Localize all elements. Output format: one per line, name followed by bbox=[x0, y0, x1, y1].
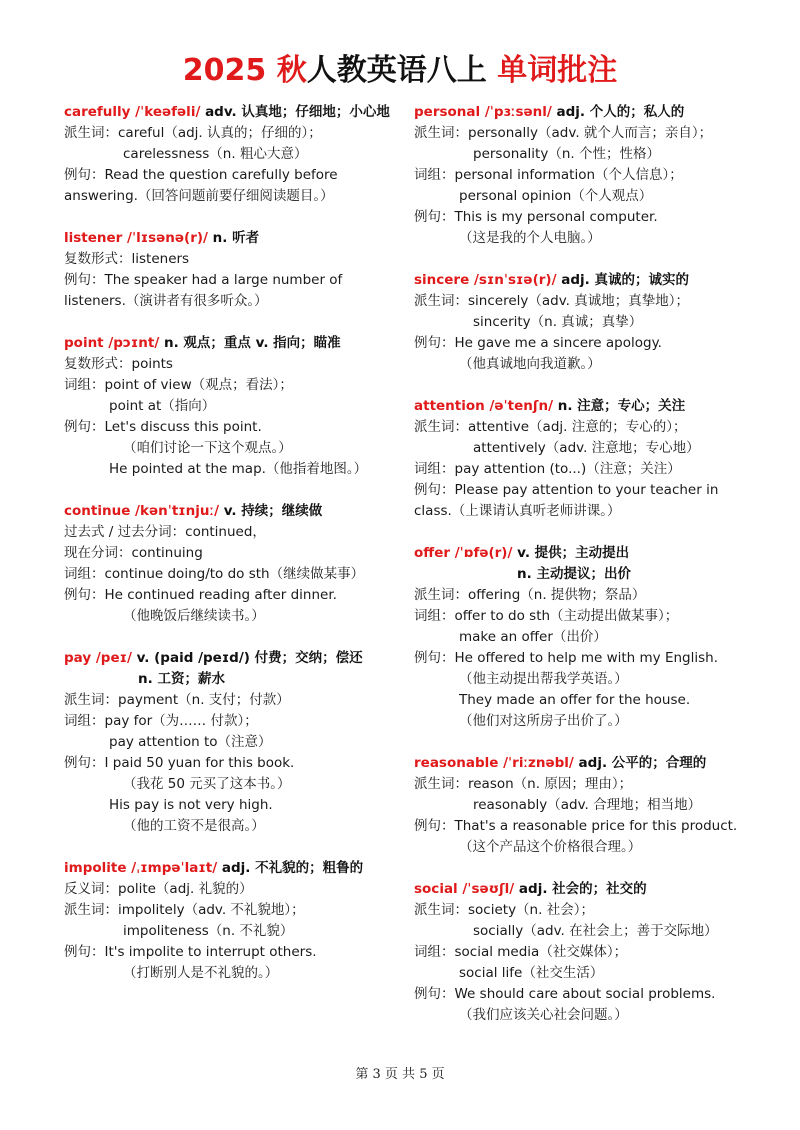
vocab-entry bbox=[64, 501, 404, 627]
line-text: carelessness（n. 粗心大意） bbox=[123, 146, 308, 162]
entry-line bbox=[414, 648, 742, 669]
entry-line bbox=[414, 459, 742, 480]
line-label: 例句： bbox=[64, 755, 105, 771]
entry-line bbox=[64, 921, 404, 942]
line-text: （他晚饭后继续读书。） bbox=[123, 608, 265, 624]
line-text: That's a reasonable price for this product. bbox=[454, 818, 738, 834]
entry-line bbox=[414, 417, 742, 438]
entry-line bbox=[414, 606, 742, 627]
line-text: reason（n. 原因；理由）； bbox=[468, 776, 633, 792]
line-text: （打断别人是不礼貌的。） bbox=[123, 965, 279, 981]
entry-line bbox=[64, 795, 404, 816]
line-text: continued， bbox=[185, 524, 266, 540]
headword-gloss: n. 听者 bbox=[207, 230, 260, 246]
entry-line bbox=[64, 354, 404, 375]
line-text: points bbox=[131, 356, 173, 372]
line-text: I paid 50 yuan for this book. bbox=[104, 755, 295, 771]
line-text: （我花 50 元买了这本书。） bbox=[123, 776, 291, 792]
line-text: He pointed at the map.（他指着地图。） bbox=[109, 461, 368, 477]
vocab-entry bbox=[414, 102, 742, 249]
entry-line bbox=[414, 291, 742, 312]
line-label: 派生词： bbox=[414, 419, 468, 435]
headword-gloss: adj. 真诚的；诚实的 bbox=[556, 272, 689, 288]
line-label: 过去式 / 过去分词： bbox=[64, 524, 186, 540]
line-label: 词组： bbox=[414, 944, 455, 960]
headword: attention /əˈtenʃn/ bbox=[414, 398, 554, 414]
line-text: n. 主动提议；出价 bbox=[517, 566, 631, 582]
line-text: careful（adj. 认真的；仔细的）； bbox=[118, 125, 322, 141]
entry-line bbox=[64, 144, 404, 165]
entry-line bbox=[64, 396, 404, 417]
line-text: answering.（回答问题前要仔细阅读题目。） bbox=[64, 188, 334, 204]
headword-gloss: adj. 公平的；合理的 bbox=[573, 755, 707, 771]
line-text: payment（n. 支付；付款） bbox=[118, 692, 290, 708]
entry-line bbox=[414, 669, 742, 690]
entry-line bbox=[64, 711, 404, 732]
entry-headline bbox=[64, 102, 404, 123]
line-text: （这是我的个人电脑。） bbox=[459, 230, 601, 246]
line-label: 派生词： bbox=[64, 692, 118, 708]
entry-line bbox=[414, 963, 742, 984]
vocab-entry bbox=[64, 228, 404, 312]
line-label: 例句： bbox=[414, 335, 455, 351]
entry-headline bbox=[414, 879, 742, 900]
line-text: They made an offer for the house. bbox=[459, 692, 691, 708]
line-label: 例句： bbox=[64, 944, 105, 960]
title-main: 人教英语八上 bbox=[306, 53, 498, 88]
entry-line bbox=[64, 942, 404, 963]
line-text: offer to do sth（主动提出做某事）； bbox=[454, 608, 679, 624]
vocab-entry bbox=[64, 102, 404, 207]
line-label: 现在分词： bbox=[64, 545, 132, 561]
entry-line bbox=[414, 984, 742, 1005]
line-text: pay attention (to...)（注意；关注） bbox=[454, 461, 681, 477]
line-text: make an offer（出价） bbox=[459, 629, 607, 645]
line-label: 例句： bbox=[414, 818, 455, 834]
line-text: attentive（adj. 注意的；专心的）； bbox=[468, 419, 687, 435]
headword: carefully /ˈkeəfəli/ bbox=[64, 104, 201, 120]
line-text: impolitely（adv. 不礼貌地）； bbox=[118, 902, 305, 918]
entry-line bbox=[414, 501, 742, 522]
entry-line bbox=[64, 123, 404, 144]
line-text: point at（指向） bbox=[109, 398, 216, 414]
headword-gloss: v. 提供；主动提出 bbox=[512, 545, 630, 561]
entry-headline bbox=[414, 396, 742, 417]
line-text: listeners.（演讲者有很多听众。） bbox=[64, 293, 268, 309]
line-text: personality（n. 个性；性格） bbox=[473, 146, 660, 162]
line-label: 词组： bbox=[64, 377, 105, 393]
line-text: Read the question carefully before bbox=[104, 167, 338, 183]
entry-headline bbox=[414, 102, 742, 123]
headword: point /pɔɪnt/ bbox=[64, 335, 160, 351]
entry-headline bbox=[64, 501, 404, 522]
entry-line bbox=[64, 732, 404, 753]
line-text: social media（社交媒体）； bbox=[454, 944, 628, 960]
headword-gloss: adj. 个人的；私人的 bbox=[551, 104, 685, 120]
line-text: （他们对这所房子出价了。） bbox=[459, 713, 628, 729]
entry-headline bbox=[64, 858, 404, 879]
line-label: 派生词： bbox=[64, 902, 118, 918]
headword: reasonable /ˈriːznəbl/ bbox=[414, 755, 574, 771]
entry-line bbox=[414, 942, 742, 963]
entry-line bbox=[64, 165, 404, 186]
entry-line bbox=[414, 711, 742, 732]
entry-line bbox=[64, 879, 404, 900]
line-text: It's impolite to interrupt others. bbox=[104, 944, 317, 960]
line-text: We should care about social problems. bbox=[454, 986, 716, 1002]
headword: impolite /ˌɪmpəˈlaɪt/ bbox=[64, 860, 218, 876]
headword-gloss: adj. 不礼貌的；粗鲁的 bbox=[217, 860, 364, 876]
entry-line bbox=[64, 249, 404, 270]
line-label: 例句： bbox=[414, 209, 455, 225]
entry-line bbox=[414, 207, 742, 228]
right-column bbox=[414, 102, 742, 1026]
entry-line bbox=[414, 333, 742, 354]
headword: social /ˈsəʊʃl/ bbox=[414, 881, 515, 897]
line-label: 反义词： bbox=[64, 881, 118, 897]
line-text: offering（n. 提供物；祭品） bbox=[468, 587, 646, 603]
entry-line bbox=[414, 795, 742, 816]
line-text: （这个产品这个价格很合理。） bbox=[459, 839, 642, 855]
vocab-entry bbox=[414, 396, 742, 522]
line-label: 派生词： bbox=[414, 902, 468, 918]
line-label: 例句： bbox=[64, 272, 105, 288]
entry-line bbox=[64, 438, 404, 459]
page-footer: 第 3 页 共 5 页 bbox=[355, 1067, 445, 1082]
entry-line bbox=[64, 690, 404, 711]
entry-line bbox=[414, 438, 742, 459]
vocab-entry bbox=[64, 858, 404, 984]
line-label: 例句： bbox=[64, 419, 105, 435]
line-text: sincerity（n. 真诚；真挚） bbox=[473, 314, 643, 330]
entry-line bbox=[414, 900, 742, 921]
line-text: Please pay attention to your teacher in bbox=[454, 482, 719, 498]
entry-line bbox=[414, 774, 742, 795]
line-label: 词组： bbox=[414, 167, 455, 183]
entry-line bbox=[414, 186, 742, 207]
headword-gloss: n. 注意；专心；关注 bbox=[553, 398, 686, 414]
headword: personal /ˈpɜːsənl/ bbox=[414, 104, 552, 120]
headword-gloss: v. 持续；继续做 bbox=[219, 503, 323, 519]
line-text: （他的工资不是很高。） bbox=[123, 818, 265, 834]
line-text: He gave me a sincere apology. bbox=[454, 335, 662, 351]
entry-headline bbox=[64, 333, 404, 354]
entry-line bbox=[414, 1005, 742, 1026]
entry-line bbox=[64, 774, 404, 795]
line-label: 派生词： bbox=[414, 776, 468, 792]
line-text: impoliteness（n. 不礼貌） bbox=[123, 923, 294, 939]
title-highlight: 单词批注 bbox=[497, 53, 618, 88]
entry-headline bbox=[414, 543, 742, 564]
entry-line bbox=[64, 291, 404, 312]
line-text: （他真诚地向我道歉。） bbox=[459, 356, 601, 372]
entry-line bbox=[64, 963, 404, 984]
entry-line bbox=[64, 270, 404, 291]
line-label: 例句： bbox=[414, 482, 455, 498]
entry-line bbox=[64, 375, 404, 396]
entry-line bbox=[414, 816, 742, 837]
line-text: personal opinion（个人观点） bbox=[459, 188, 653, 204]
line-text: Let's discuss this point. bbox=[104, 419, 262, 435]
entry-line bbox=[64, 459, 404, 480]
vocab-entry bbox=[414, 879, 742, 1026]
line-text: reasonably（adv. 合理地；相当地） bbox=[473, 797, 702, 813]
line-text: （他主动提出帮我学英语。） bbox=[459, 671, 628, 687]
line-label: 词组： bbox=[414, 461, 455, 477]
entry-line bbox=[64, 564, 404, 585]
entry-line bbox=[64, 186, 404, 207]
entry-line bbox=[64, 753, 404, 774]
entry-headline bbox=[414, 270, 742, 291]
entry-line bbox=[64, 669, 404, 690]
line-text: society（n. 社会）； bbox=[468, 902, 594, 918]
line-text: His pay is not very high. bbox=[109, 797, 273, 813]
entry-line bbox=[414, 144, 742, 165]
line-text: polite（adj. 礼貌的） bbox=[118, 881, 253, 897]
line-text: pay attention to（注意） bbox=[109, 734, 272, 750]
headword-gloss: v. (paid /peɪd/) 付费；交纳；偿还 bbox=[131, 650, 363, 666]
entry-line bbox=[414, 627, 742, 648]
line-text: sincerely（adv. 真诚地；真挚地）； bbox=[468, 293, 689, 309]
line-text: （咱们讨论一下这个观点。） bbox=[123, 440, 292, 456]
line-label: 复数形式： bbox=[64, 251, 132, 267]
entry-line bbox=[64, 543, 404, 564]
title-year: 2025 秋 bbox=[182, 53, 307, 88]
line-text: social life（社交生活） bbox=[459, 965, 604, 981]
entry-line bbox=[414, 312, 742, 333]
line-label: 词组： bbox=[64, 566, 105, 582]
entry-line bbox=[414, 837, 742, 858]
line-label: 例句： bbox=[64, 587, 105, 603]
line-text: listeners bbox=[131, 251, 190, 267]
entry-line bbox=[64, 900, 404, 921]
page-title bbox=[0, 53, 800, 88]
entry-line bbox=[64, 606, 404, 627]
headword: pay /peɪ/ bbox=[64, 650, 132, 666]
line-label: 派生词： bbox=[414, 125, 468, 141]
entry-headline bbox=[414, 753, 742, 774]
headword: sincere /sɪnˈsɪə(r)/ bbox=[414, 272, 557, 288]
entry-line bbox=[414, 690, 742, 711]
entry-line bbox=[414, 585, 742, 606]
line-text: socially（adv. 在社会上；善于交际地） bbox=[473, 923, 718, 939]
line-label: 复数形式： bbox=[64, 356, 132, 372]
line-label: 派生词： bbox=[414, 293, 468, 309]
line-text: personal information（个人信息）； bbox=[454, 167, 683, 183]
vocab-entry bbox=[414, 753, 742, 858]
entry-line bbox=[414, 123, 742, 144]
vocab-entry bbox=[64, 333, 404, 480]
entry-headline bbox=[64, 228, 404, 249]
line-text: （我们应该关心社会问题。） bbox=[459, 1007, 628, 1023]
line-label: 词组： bbox=[414, 608, 455, 624]
entry-line bbox=[64, 816, 404, 837]
headword-gloss: adj. 社会的；社交的 bbox=[514, 881, 647, 897]
line-label: 词组： bbox=[64, 713, 105, 729]
line-text: The speaker had a large number of bbox=[104, 272, 343, 288]
line-text: attentively（adv. 注意地；专心地） bbox=[473, 440, 700, 456]
line-text: He continued reading after dinner. bbox=[104, 587, 337, 603]
line-label: 例句： bbox=[64, 167, 105, 183]
entry-line bbox=[414, 228, 742, 249]
line-text: n. 工资；薪水 bbox=[138, 671, 225, 687]
entry-line bbox=[64, 522, 404, 543]
line-text: personally（adv. 就个人而言；亲自）； bbox=[468, 125, 713, 141]
line-label: 例句： bbox=[414, 986, 455, 1002]
entry-line bbox=[64, 417, 404, 438]
headword: continue /kənˈtɪnjuː/ bbox=[64, 503, 219, 519]
line-label: 例句： bbox=[414, 650, 455, 666]
vocab-entry bbox=[414, 270, 742, 375]
entry-line bbox=[414, 354, 742, 375]
line-text: This is my personal computer. bbox=[454, 209, 658, 225]
entry-line bbox=[414, 480, 742, 501]
line-text: continue doing/to do sth（继续做某事） bbox=[104, 566, 365, 582]
line-label: 派生词： bbox=[64, 125, 118, 141]
line-text: continuing bbox=[131, 545, 203, 561]
entry-line bbox=[414, 921, 742, 942]
line-text: He offered to help me with my English. bbox=[454, 650, 719, 666]
entry-headline bbox=[64, 648, 404, 669]
line-text: class.（上课请认真听老师讲课。） bbox=[414, 503, 621, 519]
vocab-entry bbox=[64, 648, 404, 837]
entry-line bbox=[414, 165, 742, 186]
headword: listener /ˈlɪsənə(r)/ bbox=[64, 230, 208, 246]
entry-line bbox=[414, 564, 742, 585]
headword-gloss: n. 观点；重点 v. 指向；瞄准 bbox=[159, 335, 341, 351]
left-column bbox=[64, 102, 404, 984]
line-text: point of view（观点；看法）； bbox=[104, 377, 293, 393]
line-text: pay for（为…… 付款）； bbox=[104, 713, 258, 729]
entry-line bbox=[64, 585, 404, 606]
vocab-entry bbox=[414, 543, 742, 732]
line-label: 派生词： bbox=[414, 587, 468, 603]
headword-gloss: adv. 认真地；仔细地；小心地 bbox=[200, 104, 390, 120]
headword: offer /ˈɒfə(r)/ bbox=[414, 545, 513, 561]
